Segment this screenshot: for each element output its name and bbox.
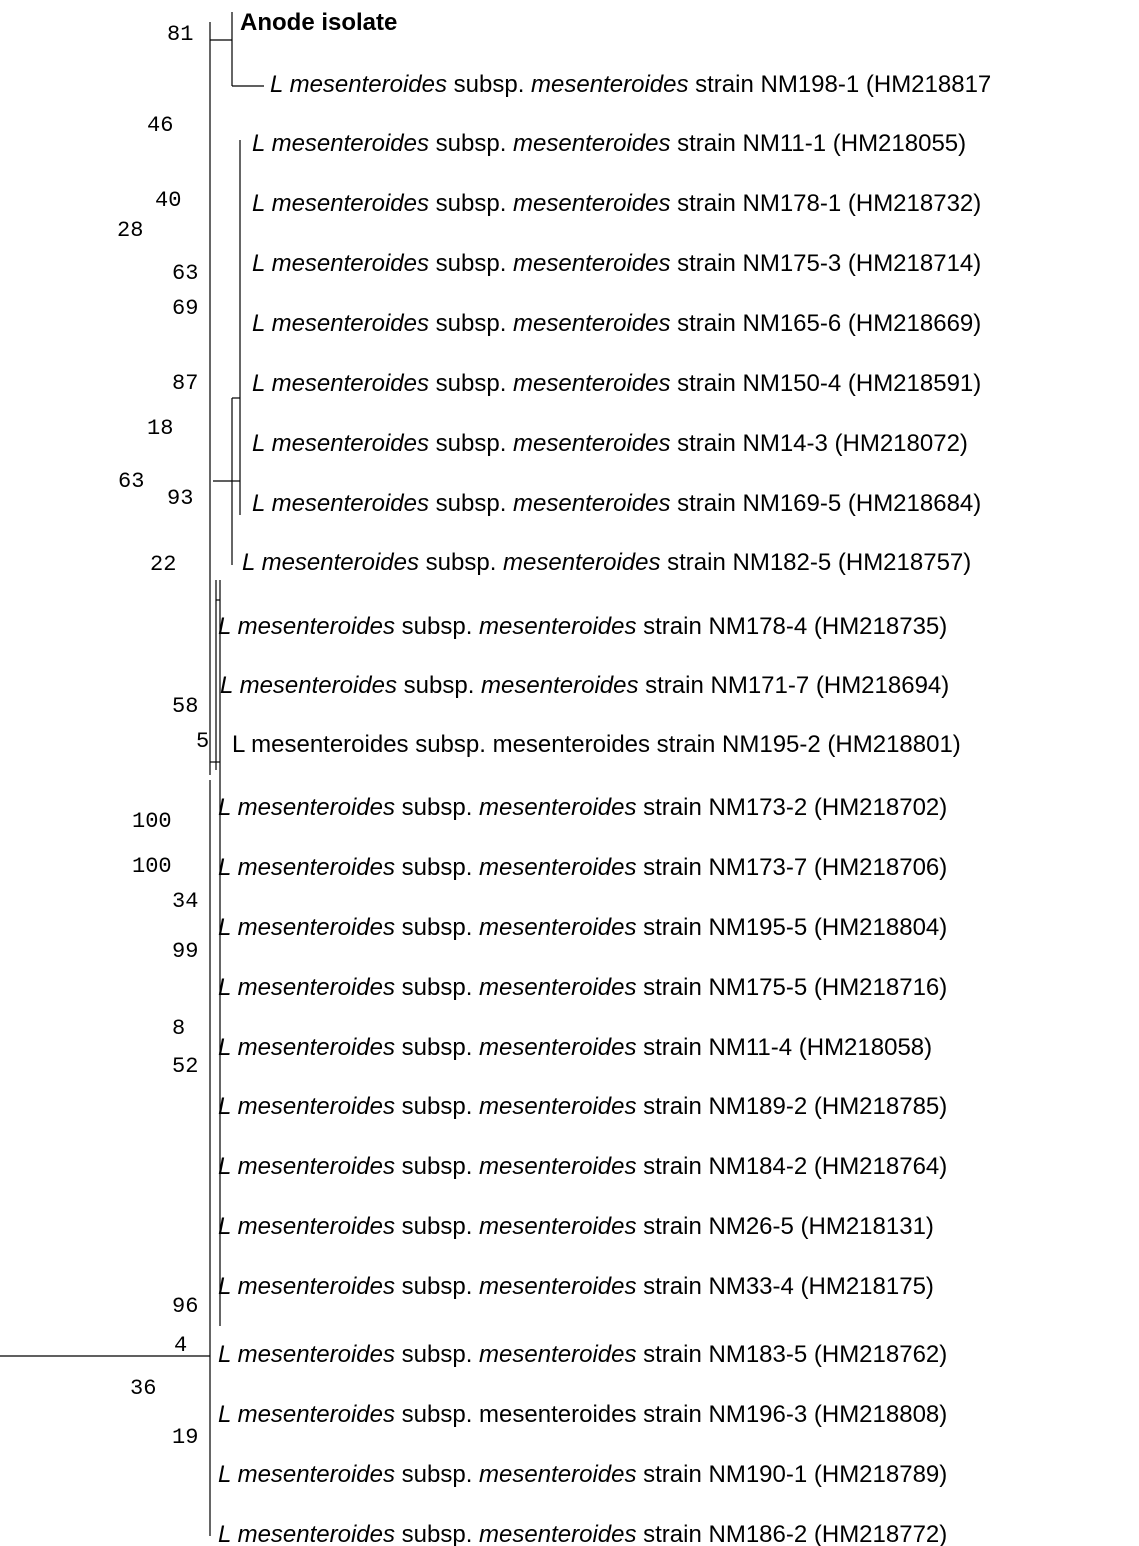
taxon-label: L mesenteroides subsp. mesenteroides strain NM171-7 (HM218694) <box>220 672 950 699</box>
bootstrap-value: 52 <box>172 1054 199 1079</box>
bootstrap-value: 5 <box>196 729 210 754</box>
taxon-label: L mesenteroides subsp. mesenteroides strain NM175-3 (HM218714) <box>252 250 982 277</box>
bootstrap-value: 100 <box>132 854 172 879</box>
taxon-label: L mesenteroides subsp. mesenteroides strain NM11-1 (HM218055) <box>252 130 967 157</box>
bootstrap-value: 4 <box>174 1333 188 1358</box>
taxon-label: L mesenteroides subsp. mesenteroides strain NM175-5 (HM218716) <box>218 974 948 1001</box>
bootstrap-value: 28 <box>117 218 144 243</box>
bootstrap-value: 40 <box>155 188 182 213</box>
taxon-label: L mesenteroides subsp. mesenteroides strain NM11-4 (HM218058) <box>218 1034 933 1061</box>
bootstrap-value: 18 <box>147 416 174 441</box>
taxon-label: L mesenteroides subsp. mesenteroides strain NM33-4 (HM218175) <box>218 1273 934 1300</box>
taxon-label: L mesenteroides subsp. mesenteroides strain NM189-2 (HM218785) <box>218 1093 948 1120</box>
bootstrap-value: 34 <box>172 889 199 914</box>
bootstrap-values <box>117 22 209 1450</box>
taxon-labels <box>218 9 991 1546</box>
taxon-label: L mesenteroides subsp. mesenteroides strain NM169-5 (HM218684) <box>252 490 982 517</box>
bootstrap-value: 63 <box>118 469 145 494</box>
taxon-label: L mesenteroides subsp. mesenteroides strain NM173-2 (HM218702) <box>218 794 948 821</box>
bootstrap-value: 63 <box>172 261 199 286</box>
taxon-label: L mesenteroides subsp. mesenteroides strain NM182-5 (HM218757) <box>242 549 972 576</box>
bootstrap-value: 46 <box>147 113 174 138</box>
taxon-label: L mesenteroides subsp. mesenteroides strain NM14-3 (HM218072) <box>252 430 968 457</box>
bootstrap-value: 99 <box>172 939 199 964</box>
bootstrap-value: 81 <box>167 22 194 47</box>
bootstrap-value: 87 <box>172 371 199 396</box>
bootstrap-value: 93 <box>167 486 194 511</box>
bootstrap-value: 96 <box>172 1294 199 1319</box>
taxon-label: Anode isolate <box>240 9 398 36</box>
taxon-label: L mesenteroides subsp. mesenteroides strain NM150-4 (HM218591) <box>252 370 982 397</box>
taxon-label: L mesenteroides subsp. mesenteroides strain NM178-1 (HM218732) <box>252 190 982 217</box>
bootstrap-value: 36 <box>130 1376 157 1401</box>
taxon-label: L mesenteroides subsp. mesenteroides strain NM186-2 (HM218772) <box>218 1521 948 1546</box>
taxon-label: L mesenteroides subsp. mesenteroides strain NM183-5 (HM218762) <box>218 1341 948 1368</box>
taxon-label: L mesenteroides subsp. mesenteroides strain NM195-2 (HM218801) <box>232 731 961 758</box>
bootstrap-value: 58 <box>172 694 199 719</box>
bootstrap-value: 69 <box>172 296 199 321</box>
taxon-label: L mesenteroides subsp. mesenteroides strain NM190-1 (HM218789) <box>218 1461 948 1488</box>
taxon-label: L mesenteroides subsp. mesenteroides strain NM178-4 (HM218735) <box>218 613 948 640</box>
taxon-label: L mesenteroides subsp. mesenteroides strain NM195-5 (HM218804) <box>218 914 948 941</box>
bootstrap-value: 19 <box>172 1425 199 1450</box>
taxon-label: L mesenteroides subsp. mesenteroides strain NM26-5 (HM218131) <box>218 1213 934 1240</box>
taxon-label: L mesenteroides subsp. mesenteroides strain NM196-3 (HM218808) <box>218 1401 948 1428</box>
taxon-label: L mesenteroides subsp. mesenteroides strain NM184-2 (HM218764) <box>218 1153 948 1180</box>
bootstrap-value: 22 <box>150 552 177 577</box>
taxon-label: L mesenteroides subsp. mesenteroides strain NM198-1 (HM218817 <box>270 71 992 98</box>
taxon-label: L mesenteroides subsp. mesenteroides strain NM173-7 (HM218706) <box>218 854 948 881</box>
bootstrap-value: 8 <box>172 1016 186 1041</box>
taxon-label: L mesenteroides subsp. mesenteroides strain NM165-6 (HM218669) <box>252 310 982 337</box>
bootstrap-value: 100 <box>132 809 172 834</box>
